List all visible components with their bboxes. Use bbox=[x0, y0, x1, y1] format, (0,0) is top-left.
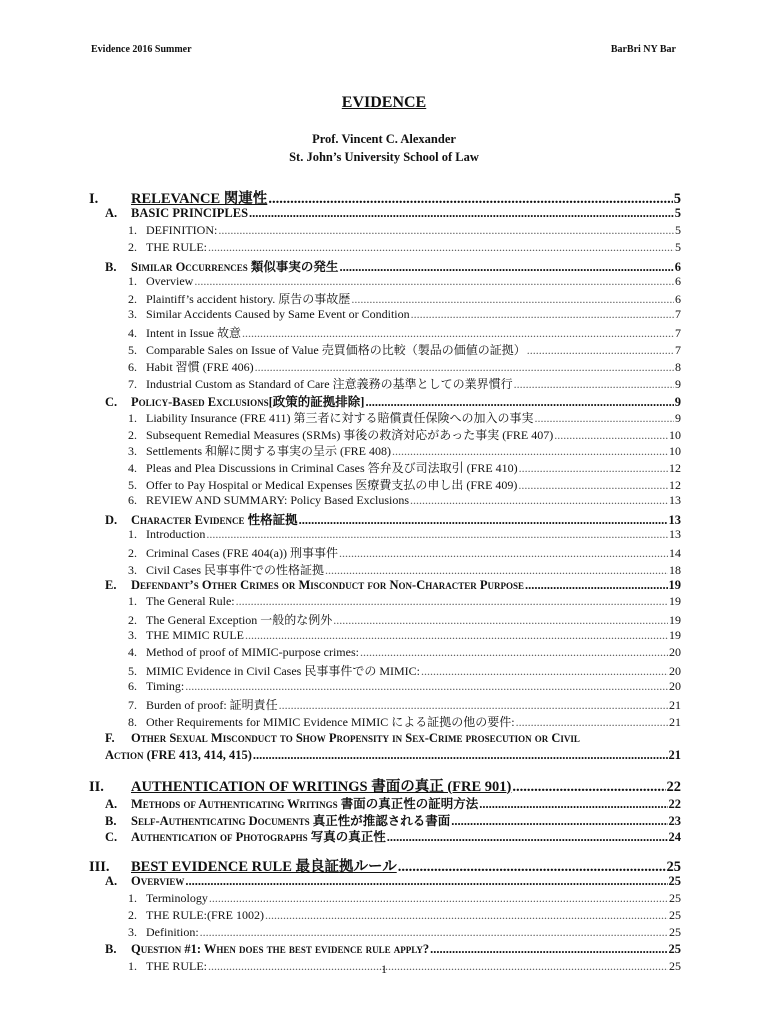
toc-entry-number: 1. bbox=[128, 410, 137, 425]
toc-entry-title: Comparable Sales on Issue of Value 売買価格の比較（製品の価値の証拠） bbox=[146, 343, 526, 358]
toc-entry-title: MIMIC Evidence in Civil Cases 民事事件での MIMIC: bbox=[146, 664, 420, 679]
toc-item[interactable] bbox=[89, 561, 681, 578]
toc-entry-number: I. bbox=[89, 191, 99, 206]
toc-item[interactable] bbox=[89, 891, 681, 908]
toc-entry-page: 10 bbox=[669, 427, 681, 442]
toc-entry-number: 6. bbox=[128, 493, 137, 508]
toc-leader-dots bbox=[518, 479, 668, 491]
toc-entry-number: 3. bbox=[128, 924, 137, 939]
toc-entry-title: Habit 習慣 (FRE 406) bbox=[146, 360, 254, 375]
toc-leader-dots bbox=[208, 241, 674, 253]
toc-entry-page: 5 bbox=[675, 222, 681, 237]
toc-entry-page: 5 bbox=[675, 239, 681, 254]
toc-leader-dots bbox=[268, 192, 672, 206]
toc-leader-dots bbox=[527, 344, 674, 356]
toc-leader-dots bbox=[200, 926, 668, 938]
toc-entry-page: 20 bbox=[669, 645, 681, 660]
toc-entry-title: Criminal Cases (FRE 404(a)) 刑事事件 bbox=[146, 545, 338, 560]
toc-leader-dots bbox=[451, 815, 667, 828]
toc-entry-number: 7. bbox=[128, 376, 137, 391]
toc-subsection[interactable] bbox=[89, 206, 681, 223]
toc-section[interactable] bbox=[89, 775, 681, 794]
toc-entry[interactable] bbox=[89, 730, 681, 764]
toc-entry-title: THE RULE: bbox=[146, 958, 207, 973]
toc-item[interactable] bbox=[89, 358, 681, 375]
toc-entry-page: 6 bbox=[674, 259, 681, 274]
toc-entry-title: Definition: bbox=[146, 924, 199, 939]
toc-leader-dots bbox=[249, 207, 674, 220]
toc-entry-page: 22 bbox=[666, 778, 681, 794]
toc-entry-title: The General Exception 一般的な例外 bbox=[146, 613, 333, 628]
toc-item[interactable] bbox=[89, 662, 681, 679]
toc-leader-dots bbox=[392, 445, 668, 457]
toc-entry-page: 19 bbox=[669, 628, 681, 643]
toc-leader-dots bbox=[279, 699, 668, 711]
toc-subsection[interactable] bbox=[89, 874, 681, 891]
toc-leader-dots bbox=[206, 528, 668, 540]
toc-entry-page: 7 bbox=[675, 307, 681, 322]
toc-entry-page: 22 bbox=[668, 796, 681, 811]
toc-subsection[interactable] bbox=[89, 257, 681, 274]
toc-entry-page: 23 bbox=[668, 813, 681, 828]
toc-entry-page: 20 bbox=[669, 664, 681, 679]
toc-item[interactable] bbox=[89, 544, 681, 561]
toc-entry-number: B. bbox=[105, 813, 117, 828]
toc-entry-title: Subsequent Remedial Measures (SRMs) 事後の救済対応があった事実 (FRE 407) bbox=[146, 427, 554, 442]
author-school: St. John’s University School of Law bbox=[289, 150, 479, 164]
toc-entry-page: 19 bbox=[669, 594, 681, 609]
toc-entry-number: B. bbox=[105, 259, 117, 274]
toc-entry-title: Overview bbox=[146, 273, 194, 288]
toc-item[interactable] bbox=[89, 527, 681, 544]
toc-entry-page: 18 bbox=[669, 562, 681, 577]
toc-subsection[interactable] bbox=[89, 811, 681, 828]
toc-entry-number: 5. bbox=[128, 343, 137, 358]
toc-item[interactable] bbox=[89, 290, 681, 307]
toc-entry-number: 1. bbox=[128, 958, 137, 973]
toc-entry-number: II. bbox=[89, 778, 104, 794]
toc-subsection[interactable] bbox=[89, 827, 681, 844]
toc-entry-title: Similar Accidents Caused by Same Event or Condition bbox=[146, 307, 410, 322]
toc-entry-number: 2. bbox=[128, 613, 137, 628]
toc-entry-number: 6. bbox=[128, 360, 137, 375]
toc-entry-title: Overview bbox=[131, 874, 185, 889]
toc-item[interactable] bbox=[89, 341, 681, 358]
toc-leader-dots bbox=[430, 943, 667, 956]
toc-leader-dots bbox=[185, 875, 667, 888]
toc-entry-title: Pleas and Plea Discussions in Criminal Cases 答弁及び司法取引 (FRE 410) bbox=[146, 461, 518, 476]
toc-leader-dots bbox=[411, 308, 674, 320]
toc-item[interactable] bbox=[89, 307, 681, 324]
toc-leader-dots bbox=[325, 564, 668, 576]
toc-leader-dots bbox=[516, 716, 668, 728]
toc-entry-page: 20 bbox=[669, 678, 681, 693]
toc-entry-number: C. bbox=[105, 830, 118, 845]
toc-entry-title: Other Requirements for MIMIC Evidence MIMIC による証拠の他の要件: bbox=[146, 714, 515, 729]
toc-entry-title: REVIEW AND SUMMARY: Policy Based Exclusions bbox=[146, 493, 410, 508]
toc-item[interactable] bbox=[89, 324, 681, 341]
toc-entry-title: Liability Insurance (FRE 411) 第三者に対する賠償責任保険への加入の事実 bbox=[146, 410, 534, 425]
toc-entry-page: 25 bbox=[668, 941, 681, 956]
toc-leader-dots bbox=[255, 361, 674, 373]
toc-entry-title: Defendant’s Other Crimes or Misconduct for Non-Character Purpose bbox=[131, 577, 525, 592]
toc-entry-page: 12 bbox=[669, 461, 681, 476]
toc-entry-title: Other Sexual Misconduct to Show Propensity in Sex-Crime prosecution or Civil bbox=[131, 730, 580, 745]
toc-entry-page: 13 bbox=[669, 526, 681, 541]
toc-entry-number: F. bbox=[105, 730, 115, 745]
toc-entry-page: 24 bbox=[668, 830, 681, 845]
toc-item[interactable] bbox=[89, 713, 681, 730]
author-block bbox=[0, 130, 768, 166]
toc-section[interactable] bbox=[89, 855, 681, 874]
toc-leader-dots bbox=[236, 595, 668, 607]
toc-entry-page: 25 bbox=[669, 908, 681, 923]
toc-entry-number: 3. bbox=[128, 562, 137, 577]
toc-leader-dots bbox=[554, 429, 668, 441]
toc-entry-title: RELEVANCE 関連性 bbox=[131, 191, 268, 206]
toc-entry-page: 6 bbox=[675, 292, 681, 307]
toc-entry-title: Question #1: When does the best evidence rule apply? bbox=[131, 941, 430, 956]
toc-entry-page: 21 bbox=[669, 714, 681, 729]
toc-entry-title: Plaintiff’s accident history. 原告の事故歴 bbox=[146, 292, 351, 307]
running-header-left: Evidence 2016 Summer bbox=[91, 44, 192, 55]
toc-leader-dots bbox=[360, 646, 668, 658]
toc-leader-dots bbox=[519, 462, 668, 474]
toc-leader-dots bbox=[265, 909, 668, 921]
toc-entry-page: 14 bbox=[669, 545, 681, 560]
toc-entry-title: DEFINITION: bbox=[146, 222, 218, 237]
toc-entry-page: 9 bbox=[674, 394, 681, 409]
toc-item[interactable] bbox=[89, 925, 681, 942]
toc-entry-number: 6. bbox=[128, 678, 137, 693]
toc-item[interactable] bbox=[89, 442, 681, 459]
toc-item[interactable] bbox=[89, 274, 681, 291]
toc-entry-number: 4. bbox=[128, 645, 137, 660]
toc-subsection[interactable] bbox=[89, 794, 681, 811]
toc-entry-number: 4. bbox=[128, 461, 137, 476]
toc-leader-dots bbox=[410, 494, 668, 506]
toc-entry-page: 25 bbox=[669, 958, 681, 973]
toc-entry-title: Intent in Issue 故意 bbox=[146, 326, 241, 341]
toc-subsection[interactable] bbox=[89, 578, 681, 595]
toc-item[interactable] bbox=[89, 409, 681, 426]
toc-leader-dots bbox=[253, 749, 668, 762]
toc-entry-number: 4. bbox=[128, 326, 137, 341]
toc-item[interactable] bbox=[89, 908, 681, 925]
toc-entry-title: Burden of proof: 証明責任 bbox=[146, 697, 278, 712]
toc-subsection[interactable] bbox=[89, 392, 681, 409]
toc-entry-number: C. bbox=[105, 394, 118, 409]
page-number: 1 bbox=[381, 962, 387, 976]
toc-entry-title: BASIC PRINCIPLES bbox=[131, 206, 249, 220]
toc-entry-title: Authentication of Photographs 写真の真正性 bbox=[131, 830, 386, 845]
toc-entry-page: 6 bbox=[675, 273, 681, 288]
toc-item[interactable] bbox=[89, 476, 681, 493]
toc-leader-dots bbox=[421, 665, 668, 677]
toc-entry-page: 10 bbox=[669, 444, 681, 459]
toc-section[interactable] bbox=[89, 187, 681, 206]
toc-leader-dots bbox=[535, 412, 674, 424]
toc-entry-title: Settlements 和解に関する事実の呈示 (FRE 408) bbox=[146, 444, 391, 459]
toc-entry-number: 1. bbox=[128, 891, 137, 906]
toc-item[interactable] bbox=[89, 426, 681, 443]
toc-leader-dots bbox=[333, 614, 668, 626]
toc-entry-page: 5 bbox=[674, 206, 681, 220]
toc-leader-dots bbox=[242, 327, 674, 339]
toc-item[interactable] bbox=[89, 628, 681, 645]
toc-entry-title: Civil Cases 民事事件での性格証拠 bbox=[146, 562, 325, 577]
toc-entry-number: 2. bbox=[128, 908, 137, 923]
toc-entry-number: 7. bbox=[128, 697, 137, 712]
toc-entry-number: A. bbox=[105, 874, 118, 889]
toc-entry-page: 13 bbox=[668, 513, 681, 527]
toc-leader-dots bbox=[339, 261, 673, 274]
toc-item[interactable] bbox=[89, 493, 681, 510]
toc-entry-number: 2. bbox=[128, 239, 137, 254]
toc-entry-number: B. bbox=[105, 941, 117, 956]
document-title: EVIDENCE bbox=[341, 94, 427, 111]
toc-entry-page: 12 bbox=[669, 478, 681, 493]
toc-entry-page: 25 bbox=[666, 859, 681, 875]
toc-subsection[interactable] bbox=[89, 942, 681, 959]
toc-entry-number: 5. bbox=[128, 478, 137, 493]
toc-leader-dots bbox=[194, 275, 674, 287]
toc-leader-dots bbox=[387, 831, 668, 844]
toc-entry-number: 3. bbox=[128, 628, 137, 643]
table-of-contents bbox=[89, 184, 681, 976]
toc-entry-page: 25 bbox=[669, 924, 681, 939]
toc-entry-title: Similar Occurrences 類似事実の発生 bbox=[131, 259, 339, 274]
toc-leader-dots bbox=[339, 547, 668, 559]
toc-entry-page: 9 bbox=[675, 410, 681, 425]
toc-entry-number: 8. bbox=[128, 714, 137, 729]
toc-entry-number: D. bbox=[105, 513, 118, 527]
toc-entry-number: III. bbox=[89, 859, 110, 875]
toc-entry-page: 7 bbox=[675, 343, 681, 358]
toc-entry-number: 3. bbox=[128, 307, 137, 322]
toc-entry-number: 5. bbox=[128, 664, 137, 679]
toc-leader-dots bbox=[479, 798, 667, 811]
toc-entry-title: Methods of Authenticating Writings 書面の真正性の証明方法 bbox=[131, 796, 479, 811]
toc-entry-page: 13 bbox=[669, 493, 681, 508]
toc-item[interactable] bbox=[89, 375, 681, 392]
toc-item[interactable] bbox=[89, 645, 681, 662]
toc-entry-page: 21 bbox=[668, 747, 681, 762]
toc-entry-title: Industrial Custom as Standard of Care 注意義務の基準としての業界慣行 bbox=[146, 376, 513, 391]
toc-item[interactable] bbox=[89, 594, 681, 611]
toc-leader-dots bbox=[514, 378, 674, 390]
toc-entry-title: Method of proof of MIMIC-purpose crimes: bbox=[146, 645, 359, 660]
toc-entry-number: 2. bbox=[128, 545, 137, 560]
toc-entry-title: AUTHENTICATION OF WRITINGS 書面の真正 (FRE 901) bbox=[131, 778, 512, 794]
toc-entry-title: THE RULE: bbox=[146, 239, 207, 254]
toc-entry-title: Action (FRE 413, 414, 415) bbox=[105, 747, 252, 762]
toc-entry-page: 25 bbox=[669, 891, 681, 906]
toc-leader-dots bbox=[512, 780, 665, 794]
toc-item[interactable] bbox=[89, 240, 681, 257]
toc-entry-title: Timing: bbox=[146, 678, 185, 693]
toc-leader-dots bbox=[398, 860, 666, 874]
toc-leader-dots bbox=[525, 579, 667, 592]
toc-leader-dots bbox=[245, 629, 668, 641]
toc-item[interactable] bbox=[89, 696, 681, 713]
toc-entry-page: 7 bbox=[675, 326, 681, 341]
toc-entry-number: A. bbox=[105, 796, 118, 811]
toc-entry-number: 1. bbox=[128, 594, 137, 609]
toc-leader-dots bbox=[185, 680, 668, 692]
toc-item[interactable] bbox=[89, 459, 681, 476]
toc-entry-page: 9 bbox=[675, 376, 681, 391]
toc-entry-page: 8 bbox=[675, 360, 681, 375]
toc-item[interactable] bbox=[89, 223, 681, 240]
toc-entry-page: 25 bbox=[668, 874, 681, 889]
author-name: Prof. Vincent C. Alexander bbox=[312, 132, 456, 146]
toc-entry-number: 1. bbox=[128, 526, 137, 541]
toc-entry-title: THE MIMIC RULE bbox=[146, 628, 244, 643]
toc-entry-number: 1. bbox=[128, 222, 137, 237]
toc-entry-page: 19 bbox=[668, 577, 681, 592]
running-header-right: BarBri NY Bar bbox=[610, 44, 676, 55]
toc-entry-page: 19 bbox=[669, 613, 681, 628]
toc-entry-title: Terminology bbox=[146, 891, 208, 906]
toc-entry-title: THE RULE:(FRE 1002) bbox=[146, 908, 264, 923]
toc-leader-dots bbox=[209, 892, 668, 904]
toc-entry-title: Character Evidence 性格証拠 bbox=[131, 513, 298, 527]
toc-leader-dots bbox=[299, 514, 668, 527]
toc-entry-title: Offer to Pay Hospital or Medical Expenses 医療費支払の申し出 (FRE 409) bbox=[146, 478, 518, 493]
toc-entry-number: 3. bbox=[128, 444, 137, 459]
toc-entry-title: BEST EVIDENCE RULE 最良証拠ルール bbox=[131, 859, 397, 875]
toc-leader-dots bbox=[218, 224, 674, 236]
toc-entry-page: 5 bbox=[673, 191, 681, 206]
toc-item[interactable] bbox=[89, 679, 681, 696]
toc-entry-number: 1. bbox=[128, 273, 137, 288]
toc-entry-page: 21 bbox=[669, 697, 681, 712]
toc-entry-number: 2. bbox=[128, 292, 137, 307]
toc-entry-title: The General Rule: bbox=[146, 594, 235, 609]
toc-item[interactable] bbox=[89, 611, 681, 628]
toc-leader-dots bbox=[351, 293, 674, 305]
toc-entry-title: Policy-Based Exclusions[政策的証拠排除] bbox=[131, 394, 365, 409]
toc-entry-title: Introduction bbox=[146, 526, 206, 541]
toc-entry-number: E. bbox=[105, 577, 117, 592]
toc-leader-dots bbox=[365, 396, 673, 409]
toc-entry-number: 2. bbox=[128, 427, 137, 442]
toc-entry-number: A. bbox=[105, 206, 118, 220]
toc-subsection[interactable] bbox=[89, 510, 681, 527]
toc-entry-title: Self-Authenticating Documents 真正性が推認される書面 bbox=[131, 813, 451, 828]
